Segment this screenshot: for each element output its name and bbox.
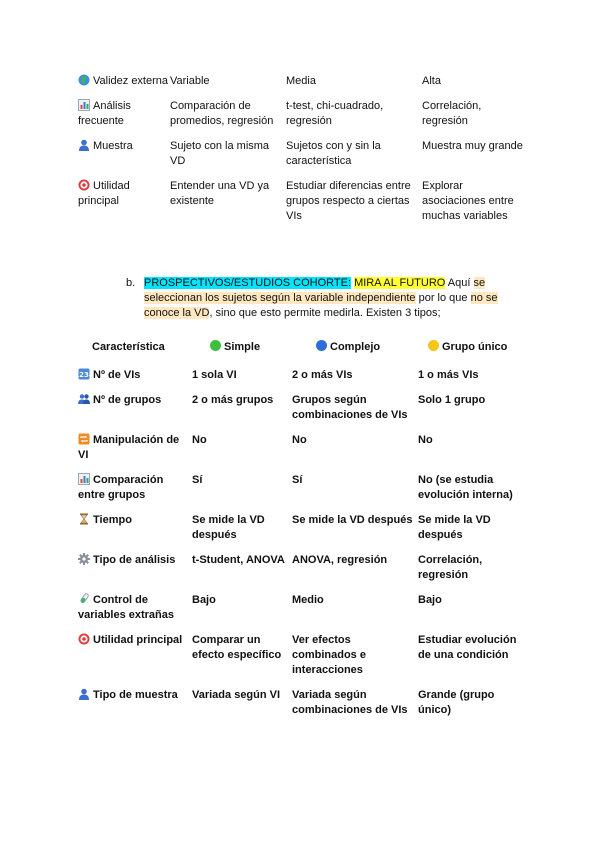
header-complex: Complejo: [330, 341, 381, 353]
cell: Bajo: [418, 594, 442, 606]
cell: 1 sola VI: [192, 369, 237, 381]
table-row: [78, 139, 528, 179]
cell: Variable: [170, 75, 210, 87]
svg-text:1234: 1234: [74, 371, 94, 379]
cell: Muestra muy grande: [422, 140, 523, 152]
cell: ANOVA, regresión: [292, 554, 388, 566]
cell: Bajo: [192, 594, 216, 606]
target-icon: [78, 633, 90, 645]
table-header-row: [78, 340, 528, 368]
cell: Se mide la VD después: [292, 514, 413, 526]
cell: Ver efectos combinados e interacciones: [292, 634, 366, 676]
row-label: Análisis frecuente: [78, 100, 131, 127]
table-row: [78, 433, 528, 473]
table-row: [78, 99, 528, 139]
table-row: [78, 179, 528, 234]
bar-chart-icon: [78, 473, 90, 485]
hourglass-icon: [78, 513, 90, 525]
gear-icon: [78, 553, 90, 565]
cell: Comparación de promedios, regresión: [170, 100, 274, 127]
comparison-table-top: [78, 74, 528, 234]
row-label: Nº de grupos: [93, 394, 162, 406]
cell: Se mide la VD después: [418, 514, 491, 541]
cell: No: [292, 434, 307, 446]
cell: Entender una VD ya existente: [170, 180, 270, 207]
row-label: Validez externa: [93, 75, 169, 87]
green-circle-icon: [210, 340, 221, 351]
row-label: Utilidad principal: [78, 180, 130, 207]
cell: Grupos según combinaciones de VIs: [292, 394, 408, 421]
header-simple: Simple: [224, 341, 261, 353]
numbers-icon: [74, 368, 94, 380]
cell: Comparar un efecto específico: [192, 634, 282, 661]
cell: Correlación, regresión: [422, 100, 482, 127]
cohort-types-table: [74, 340, 528, 728]
target-icon: [78, 179, 90, 191]
row-label: Utilidad principal: [93, 634, 183, 646]
list-marker: b.: [126, 277, 136, 289]
cell: Solo 1 grupo: [418, 394, 486, 406]
cell: Media: [286, 75, 316, 87]
section-heading: PROSPECTIVOS/ESTUDIOS COHORTE:: [144, 277, 351, 289]
row-label: Comparación entre grupos: [78, 474, 164, 501]
cell: 1 o más VIs: [418, 369, 479, 381]
cell: Correlación, regresión: [418, 554, 483, 581]
row-label: Manipulación de VI: [78, 434, 180, 461]
table-row: [78, 553, 528, 593]
cell: Variada según combinaciones de VIs: [292, 689, 408, 716]
table-row: [78, 74, 528, 99]
cell: Sujetos con y sin la característica: [286, 140, 381, 167]
header-single: Grupo único: [442, 341, 508, 353]
cell: Estudiar diferencias entre grupos respecto a ciertas VIs: [286, 180, 411, 222]
blue-circle-icon: [316, 340, 327, 351]
row-label: Tipo de muestra: [93, 689, 178, 701]
cell: Estudiar evolución de una condición: [418, 634, 517, 661]
repeat-icon: [78, 433, 90, 445]
section-b-paragraph: b. PROSPECTIVOS/ESTUDIOS COHORTE: MIRA AL FUTURO Aquí se seleccionan los sujetos según la variable independiente por lo que no se conoce la VD, sino que esto permite medirla. Existen 3 tipos;: [126, 277, 498, 319]
test-tube-icon: [78, 593, 90, 605]
row-label: Muestra: [93, 140, 133, 152]
cell: 2 o más VIs: [292, 369, 353, 381]
table-row: [78, 688, 528, 728]
bar-chart-icon: [78, 99, 90, 111]
table-row: [78, 368, 528, 393]
table-row: [78, 473, 528, 513]
cell: Se mide la VD después: [192, 514, 265, 541]
cell: t-Student, ANOVA: [192, 554, 285, 566]
table-row: [78, 513, 528, 553]
table-row: [78, 393, 528, 433]
cell: Sujeto con la misma VD: [170, 140, 270, 167]
cell: Medio: [292, 594, 324, 606]
cell: Variada según VI: [192, 689, 281, 701]
cell: No (se estudia evolución interna): [418, 474, 513, 501]
people-icon: [78, 393, 90, 405]
table-row: [78, 633, 528, 688]
cell: 2 o más grupos: [192, 394, 274, 406]
cell: Alta: [422, 75, 441, 87]
cell: Explorar asociaciones entre muchas variables: [422, 180, 514, 222]
row-label: Tipo de análisis: [93, 554, 176, 566]
cell: No: [192, 434, 207, 446]
person-icon: [78, 688, 90, 700]
row-label: Nº de VIs: [93, 369, 141, 381]
highlight-mira-futuro: MIRA AL FUTURO: [354, 277, 446, 289]
yellow-circle-icon: [428, 340, 439, 351]
globe-icon: [78, 74, 90, 86]
person-icon: [78, 139, 90, 151]
row-label: Control de variables extrañas: [78, 594, 175, 621]
table-row: [78, 593, 528, 633]
cell: t-test, chi-cuadrado, regresión: [286, 100, 384, 127]
cell: Sí: [192, 474, 203, 486]
cell: Sí: [292, 474, 303, 486]
cell: No: [418, 434, 433, 446]
cell: Grande (grupo único): [418, 689, 495, 716]
row-label: Tiempo: [93, 514, 132, 526]
header-characteristic: Característica: [92, 341, 165, 353]
